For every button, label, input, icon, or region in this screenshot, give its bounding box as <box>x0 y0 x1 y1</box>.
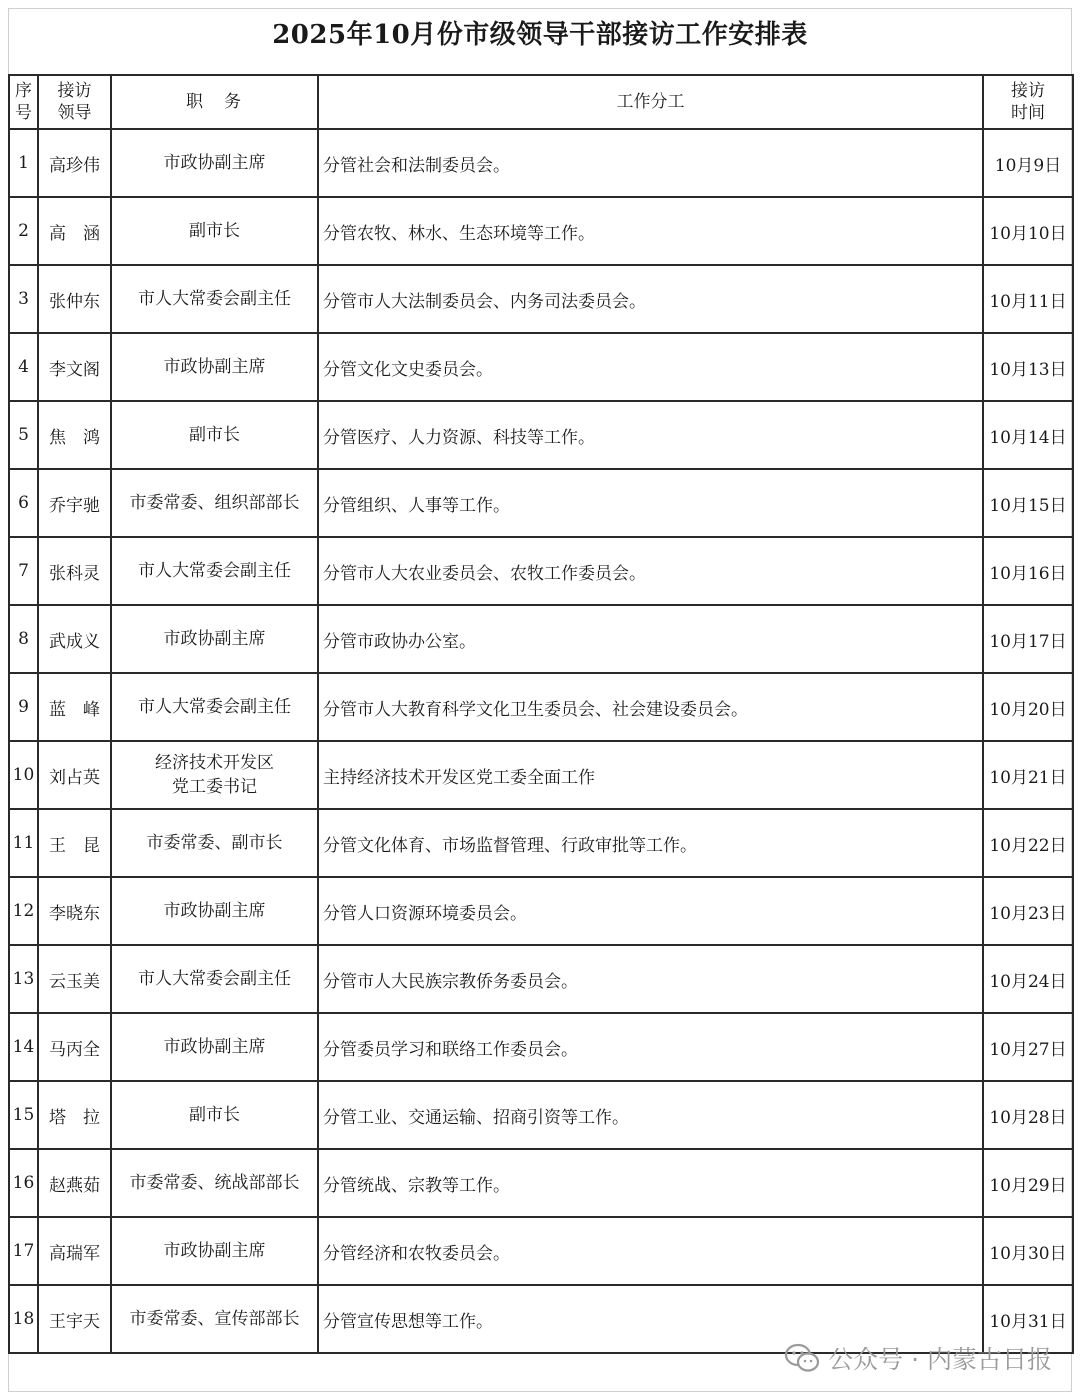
table-row <box>9 333 1073 401</box>
header-seq-line: 号 <box>15 103 32 123</box>
row-number: 9 <box>9 673 38 741</box>
table-row <box>9 945 1073 1013</box>
leader-name: 李晓东 <box>38 877 111 945</box>
duty: 分管市人大民族宗教侨务委员会。 <box>318 945 983 1013</box>
position: 市委常委、宣传部部长 <box>111 1285 318 1353</box>
position: 市政协副主席 <box>111 333 318 401</box>
table-row <box>9 877 1073 945</box>
position: 市委常委、组织部部长 <box>111 469 318 537</box>
visit-date: 10月10日 <box>983 197 1073 265</box>
duty: 分管工业、交通运输、招商引资等工作。 <box>318 1081 983 1149</box>
visit-date: 10月13日 <box>983 333 1073 401</box>
position: 市政协副主席 <box>111 1013 318 1081</box>
row-number: 6 <box>9 469 38 537</box>
duty: 分管市政协办公室。 <box>318 605 983 673</box>
header-leader-line: 接访 <box>57 81 92 101</box>
position: 副市长 <box>111 1081 318 1149</box>
table-row <box>9 197 1073 265</box>
table-row <box>9 605 1073 673</box>
duty: 分管农牧、林水、生态环境等工作。 <box>318 197 983 265</box>
leader-name: 塔 拉 <box>38 1081 111 1149</box>
table-row <box>9 469 1073 537</box>
leader-name: 张科灵 <box>38 537 111 605</box>
duty: 主持经济技术开发区党工委全面工作 <box>318 741 983 809</box>
visit-date: 10月9日 <box>983 129 1073 197</box>
row-number: 7 <box>9 537 38 605</box>
header-seq <box>9 75 38 129</box>
duty: 分管委员学习和联络工作委员会。 <box>318 1013 983 1081</box>
table-row <box>9 265 1073 333</box>
leader-name: 高瑞军 <box>38 1217 111 1285</box>
position: 市政协副主席 <box>111 1217 318 1285</box>
duty: 分管社会和法制委员会。 <box>318 129 983 197</box>
table-row <box>9 1149 1073 1217</box>
table-row <box>9 401 1073 469</box>
visit-date: 10月15日 <box>983 469 1073 537</box>
leader-name: 高珍伟 <box>38 129 111 197</box>
position: 市人大常委会副主任 <box>111 537 318 605</box>
duty: 分管市人大教育科学文化卫生委员会、社会建设委员会。 <box>318 673 983 741</box>
header-date-line: 时间 <box>1011 103 1045 123</box>
visit-date: 10月17日 <box>983 605 1073 673</box>
row-number: 3 <box>9 265 38 333</box>
position: 副市长 <box>111 197 318 265</box>
visit-date: 10月22日 <box>983 809 1073 877</box>
leader-name: 李文阁 <box>38 333 111 401</box>
position: 市人大常委会副主任 <box>111 945 318 1013</box>
row-number: 1 <box>9 129 38 197</box>
position: 市政协副主席 <box>111 605 318 673</box>
leader-name: 赵燕茹 <box>38 1149 111 1217</box>
leader-name: 高 涵 <box>38 197 111 265</box>
visit-date: 10月14日 <box>983 401 1073 469</box>
visit-date: 10月11日 <box>983 265 1073 333</box>
visit-date: 10月27日 <box>983 1013 1073 1081</box>
watermark <box>784 1340 1052 1376</box>
header-position: 职 务 <box>111 75 318 129</box>
row-number: 16 <box>9 1149 38 1217</box>
leader-name: 马丙全 <box>38 1013 111 1081</box>
leader-name: 王 昆 <box>38 809 111 877</box>
visit-date: 10月31日 <box>983 1285 1073 1353</box>
row-number: 13 <box>9 945 38 1013</box>
row-number: 18 <box>9 1285 38 1353</box>
leader-name: 蓝 峰 <box>38 673 111 741</box>
position <box>111 741 318 809</box>
row-number: 15 <box>9 1081 38 1149</box>
table-row <box>9 1217 1073 1285</box>
row-number: 8 <box>9 605 38 673</box>
position: 市委常委、副市长 <box>111 809 318 877</box>
visit-date: 10月29日 <box>983 1149 1073 1217</box>
row-number: 14 <box>9 1013 38 1081</box>
visit-date: 10月30日 <box>983 1217 1073 1285</box>
duty: 分管市人大农业委员会、农牧工作委员会。 <box>318 537 983 605</box>
position: 副市长 <box>111 401 318 469</box>
position: 市委常委、统战部部长 <box>111 1149 318 1217</box>
row-number: 10 <box>9 741 38 809</box>
header-date <box>983 75 1073 129</box>
row-number: 17 <box>9 1217 38 1285</box>
leader-name: 张仲东 <box>38 265 111 333</box>
leader-name: 刘占英 <box>38 741 111 809</box>
table-row <box>9 129 1073 197</box>
duty: 分管经济和农牧委员会。 <box>318 1217 983 1285</box>
row-number: 12 <box>9 877 38 945</box>
leader-name: 王宇天 <box>38 1285 111 1353</box>
position-line: 党工委书记 <box>172 777 257 797</box>
duty: 分管医疗、人力资源、科技等工作。 <box>318 401 983 469</box>
header-leader-line: 领导 <box>57 103 92 123</box>
position: 市政协副主席 <box>111 877 318 945</box>
leader-name: 乔宇驰 <box>38 469 111 537</box>
duty: 分管人口资源环境委员会。 <box>318 877 983 945</box>
row-number: 4 <box>9 333 38 401</box>
header-seq-line: 序 <box>15 81 32 101</box>
position: 市人大常委会副主任 <box>111 673 318 741</box>
header-duty: 工作分工 <box>318 75 983 129</box>
watermark-text: 公众号 · 内蒙古日报 <box>828 1345 1052 1374</box>
visit-date: 10月20日 <box>983 673 1073 741</box>
duty: 分管宣传思想等工作。 <box>318 1285 983 1353</box>
table-row <box>9 537 1073 605</box>
table-header-row <box>9 75 1073 129</box>
row-number: 5 <box>9 401 38 469</box>
leader-name: 武成义 <box>38 605 111 673</box>
table-row <box>9 1013 1073 1081</box>
schedule-table <box>8 74 1074 1354</box>
table-row <box>9 1081 1073 1149</box>
duty: 分管组织、人事等工作。 <box>318 469 983 537</box>
duty: 分管统战、宗教等工作。 <box>318 1149 983 1217</box>
leader-name: 焦 鸿 <box>38 401 111 469</box>
duty: 分管文化体育、市场监督管理、行政审批等工作。 <box>318 809 983 877</box>
row-number: 2 <box>9 197 38 265</box>
duty: 分管市人大法制委员会、内务司法委员会。 <box>318 265 983 333</box>
position-line: 经济技术开发区 <box>155 753 274 773</box>
position: 市人大常委会副主任 <box>111 265 318 333</box>
table-row <box>9 741 1073 809</box>
visit-date: 10月16日 <box>983 537 1073 605</box>
visit-date: 10月24日 <box>983 945 1073 1013</box>
visit-date: 10月28日 <box>983 1081 1073 1149</box>
visit-date: 10月21日 <box>983 741 1073 809</box>
table-row <box>9 809 1073 877</box>
page-title: 2025年10月份市级领导干部接访工作安排表 <box>272 20 808 50</box>
wechat-icon <box>784 1343 820 1373</box>
position: 市政协副主席 <box>111 129 318 197</box>
leader-name: 云玉美 <box>38 945 111 1013</box>
duty: 分管文化文史委员会。 <box>318 333 983 401</box>
header-date-line: 接访 <box>1011 81 1045 101</box>
table-row <box>9 673 1073 741</box>
header-leader <box>38 75 111 129</box>
visit-date: 10月23日 <box>983 877 1073 945</box>
row-number: 11 <box>9 809 38 877</box>
